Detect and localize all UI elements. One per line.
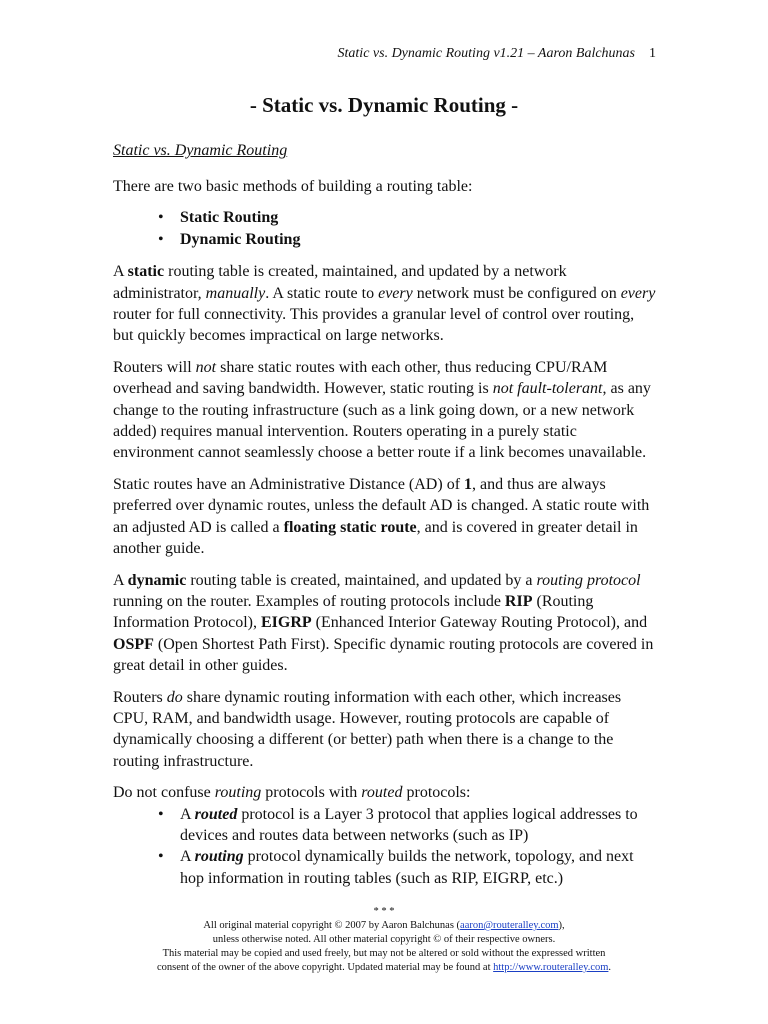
text: Routers will: [113, 358, 196, 376]
list-item: [180, 207, 658, 228]
text: router for full connectivity. This provides a granular level of control over routing, but quickly becomes impractical on large networks.: [113, 306, 635, 345]
bold-text: OSPF: [113, 635, 154, 653]
static-paragraph: [113, 261, 658, 347]
running-title: Static vs. Dynamic Routing v1.21 – Aaron Balchunas: [337, 46, 635, 61]
text: Static routes have an Administrative Distance (AD) of: [113, 475, 465, 493]
text: routing table is created, maintained, and updated by a: [186, 571, 537, 589]
italic-text: routing: [214, 784, 262, 802]
running-header: [338, 46, 656, 62]
bold-text: floating static route: [283, 518, 417, 536]
text: protocol dynamically builds the network, topology, and next hop information in routing tables (such as RIP, EIGRP, etc.): [180, 848, 634, 887]
document-body: [113, 176, 658, 899]
bold-text: static: [127, 263, 165, 281]
italic-text: routing protocol: [536, 571, 641, 589]
bold-text: 1: [464, 475, 473, 493]
bold-italic-text: routing: [194, 848, 244, 866]
text: (Enhanced Interior Gateway Routing Protocol), and: [311, 614, 648, 632]
italic-text: manually: [205, 284, 266, 302]
email-link[interactable]: aaron@routeralley.com: [460, 920, 559, 931]
text: running on the router. Examples of routing protocols include: [113, 592, 505, 610]
footer-line-3: This material may be copied and used freely, but may not be altered or sold without the expressed written: [162, 948, 606, 959]
bold-text: RIP: [504, 592, 533, 610]
italic-text: not: [195, 358, 217, 376]
share-paragraph: [113, 357, 658, 464]
bold-italic-text: routed: [194, 805, 238, 823]
copyright-footer: [0, 905, 768, 975]
text: share static routes with each other, thus reducing CPU/RAM overhead and saving bandwidth. However, static routing is: [113, 358, 608, 398]
footer-line-4: [0, 961, 768, 975]
text: A: [180, 848, 195, 866]
italic-text: routed: [361, 784, 403, 802]
text: A: [180, 805, 195, 823]
method-static: Static Routing: [180, 209, 279, 227]
do-share-paragraph: [113, 687, 658, 773]
text: , as any change to the routing infrastructure (such as a link going down, or a new network added) requires manual intervention. Routers operating in a purely static environment cannot seamlessly choose a better route if a link becomes unavailable.: [113, 380, 651, 462]
page-number: 1: [649, 46, 656, 61]
confuse-paragraph: [113, 782, 658, 803]
page-title: - Static vs. Dynamic Routing -: [249, 93, 519, 117]
italic-text: do: [166, 688, 183, 706]
italic-text: every: [378, 284, 413, 302]
footer-line-2: unless otherwise noted. All other material copyright © of their respective owners.: [212, 934, 556, 945]
italic-text: not fault-tolerant: [492, 380, 603, 398]
text: ),: [558, 920, 565, 931]
protocols-list: [113, 804, 658, 890]
ad-paragraph: [113, 474, 658, 560]
text: . A static route to: [265, 284, 379, 302]
methods-list: [113, 207, 658, 250]
website-link[interactable]: http://www.routeralley.com: [493, 962, 609, 973]
list-item: [180, 229, 658, 250]
text: , and is covered in greater detail in another guide.: [113, 518, 638, 558]
text: consent of the owner of the above copyright. Updated material may be found at: [156, 962, 494, 973]
text: Do not confuse: [113, 784, 215, 802]
text: A: [113, 571, 128, 589]
italic-text: every: [620, 284, 656, 302]
intro-paragraph: There are two basic methods of building a routing table:: [113, 178, 473, 195]
section-heading: Static vs. Dynamic Routing: [113, 142, 288, 159]
text: Routers: [113, 688, 167, 706]
text: , and thus are always preferred over dynamic routes, unless the default AD is changed. A static route with an adjusted AD is called a: [113, 475, 650, 536]
text: protocols with: [261, 784, 362, 802]
text: A: [113, 263, 128, 281]
bold-text: EIGRP: [260, 614, 312, 632]
method-dynamic: Dynamic Routing: [180, 230, 301, 248]
bold-text: dynamic: [127, 571, 187, 589]
list-item: [180, 804, 658, 847]
footer-line-1: [0, 919, 768, 933]
list-item: [180, 846, 658, 889]
text: All original material copyright © 2007 by Aaron Balchunas (: [203, 920, 461, 931]
footer-stars: * * *: [373, 906, 395, 917]
text: .: [608, 962, 612, 973]
text: network must be configured on: [412, 284, 621, 302]
text: (Routing Information Protocol),: [113, 592, 594, 632]
dynamic-paragraph: [113, 570, 658, 677]
text: share dynamic routing information with each other, which increases CPU, RAM, and bandwidth usage. However, routing protocols are capable of dynamically choosing a different (or better) path when there is a change to the routing infrastructure.: [113, 688, 622, 770]
text: protocols:: [402, 784, 471, 802]
text: protocol is a Layer 3 protocol that applies logical addresses to devices and routes data between networks (such as IP): [180, 805, 638, 844]
text: routing table is created, maintained, and updated by a network administrator,: [113, 263, 567, 302]
text: (Open Shortest Path First). Specific dynamic routing protocols are covered in great detail in other guides.: [113, 635, 654, 675]
